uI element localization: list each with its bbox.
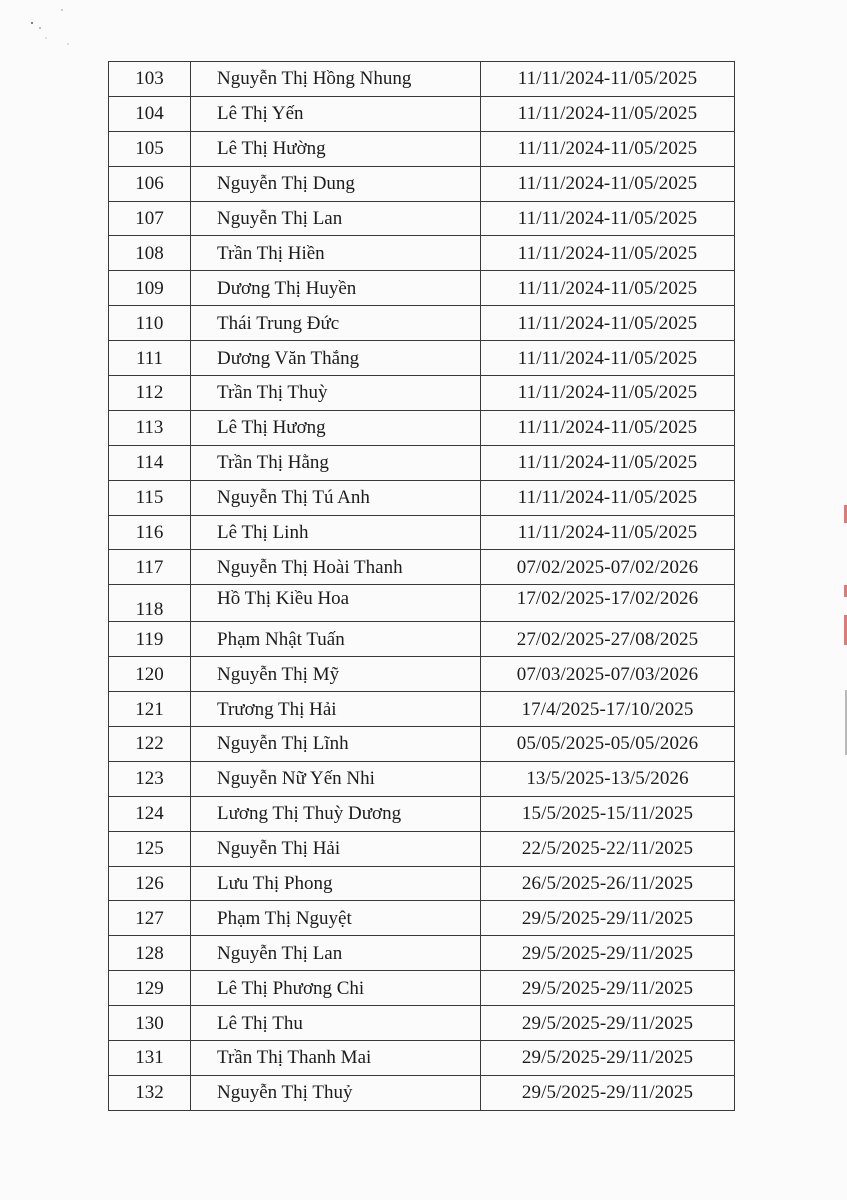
- row-period: 11/11/2024-11/05/2025: [481, 271, 735, 306]
- row-name: Trần Thị Thuỳ: [191, 376, 481, 411]
- table-row: [109, 585, 735, 622]
- row-number: 105: [109, 131, 191, 166]
- table-row: [109, 271, 735, 306]
- row-number: 129: [109, 971, 191, 1006]
- row-number: 120: [109, 657, 191, 692]
- row-period: 11/11/2024-11/05/2025: [481, 201, 735, 236]
- row-number: 131: [109, 1041, 191, 1076]
- row-name: Trần Thị Hằng: [191, 445, 481, 480]
- personnel-table: [108, 61, 734, 1111]
- row-period: 07/02/2025-07/02/2026: [481, 550, 735, 585]
- table-row: [109, 96, 735, 131]
- row-name: Nguyễn Thị Hải: [191, 831, 481, 866]
- row-period: 29/5/2025-29/11/2025: [481, 971, 735, 1006]
- row-number: 112: [109, 376, 191, 411]
- row-name: Phạm Thị Nguyệt: [191, 901, 481, 936]
- row-period: 07/03/2025-07/03/2026: [481, 657, 735, 692]
- table-row: [109, 236, 735, 271]
- table-row: [109, 622, 735, 657]
- table-row: [109, 657, 735, 692]
- row-number: 122: [109, 727, 191, 762]
- table-row: [109, 376, 735, 411]
- row-number: 126: [109, 866, 191, 901]
- row-number: 118: [109, 585, 191, 622]
- table-row: [109, 515, 735, 550]
- row-number: 109: [109, 271, 191, 306]
- row-period: 29/5/2025-29/11/2025: [481, 936, 735, 971]
- row-number: 125: [109, 831, 191, 866]
- scan-specks: [28, 6, 78, 56]
- row-name: Nguyễn Thị Tú Anh: [191, 480, 481, 515]
- row-period: 11/11/2024-11/05/2025: [481, 306, 735, 341]
- row-period: 17/4/2025-17/10/2025: [481, 692, 735, 727]
- row-period: 11/11/2024-11/05/2025: [481, 236, 735, 271]
- table-body: [109, 62, 735, 1111]
- table-row: [109, 971, 735, 1006]
- row-number: 103: [109, 62, 191, 97]
- row-number: 130: [109, 1006, 191, 1041]
- row-name: Nguyễn Thị Lan: [191, 936, 481, 971]
- table-row: [109, 550, 735, 585]
- table-row: [109, 306, 735, 341]
- row-period: 29/5/2025-29/11/2025: [481, 1006, 735, 1041]
- row-period: 11/11/2024-11/05/2025: [481, 96, 735, 131]
- table-row: [109, 480, 735, 515]
- row-name: Lê Thị Thu: [191, 1006, 481, 1041]
- row-number: 107: [109, 201, 191, 236]
- row-period: 11/11/2024-11/05/2025: [481, 376, 735, 411]
- row-period: 11/11/2024-11/05/2025: [481, 410, 735, 445]
- row-name: Nguyễn Thị Thuỷ: [191, 1075, 481, 1110]
- row-name: Lưu Thị Phong: [191, 866, 481, 901]
- table-row: [109, 445, 735, 480]
- row-period: 27/02/2025-27/08/2025: [481, 622, 735, 657]
- row-period: 26/5/2025-26/11/2025: [481, 866, 735, 901]
- row-number: 110: [109, 306, 191, 341]
- table-row: [109, 1041, 735, 1076]
- row-period: 11/11/2024-11/05/2025: [481, 515, 735, 550]
- row-number: 113: [109, 410, 191, 445]
- row-number: 114: [109, 445, 191, 480]
- table-row: [109, 761, 735, 796]
- row-number: 116: [109, 515, 191, 550]
- table-row: [109, 831, 735, 866]
- row-name: Nguyễn Thị Lĩnh: [191, 727, 481, 762]
- table-row: [109, 131, 735, 166]
- row-name: Nguyễn Thị Hồng Nhung: [191, 62, 481, 97]
- row-number: 117: [109, 550, 191, 585]
- table-row: [109, 201, 735, 236]
- table-row: [109, 692, 735, 727]
- row-number: 124: [109, 796, 191, 831]
- table-row: [109, 1006, 735, 1041]
- row-name: Trương Thị Hải: [191, 692, 481, 727]
- row-number: 104: [109, 96, 191, 131]
- table-row: [109, 796, 735, 831]
- row-number: 111: [109, 341, 191, 376]
- row-name: Lê Thị Hường: [191, 131, 481, 166]
- row-name: Dương Văn Thắng: [191, 341, 481, 376]
- row-number: 115: [109, 480, 191, 515]
- row-name: Hồ Thị Kiều Hoa: [191, 585, 481, 622]
- row-period: 11/11/2024-11/05/2025: [481, 62, 735, 97]
- row-number: 132: [109, 1075, 191, 1110]
- row-period: 11/11/2024-11/05/2025: [481, 480, 735, 515]
- row-number: 106: [109, 166, 191, 201]
- table-row: [109, 901, 735, 936]
- row-number: 128: [109, 936, 191, 971]
- row-name: Nguyễn Thị Hoài Thanh: [191, 550, 481, 585]
- row-name: Phạm Nhật Tuấn: [191, 622, 481, 657]
- row-name: Trần Thị Hiền: [191, 236, 481, 271]
- row-period: 11/11/2024-11/05/2025: [481, 166, 735, 201]
- table-row: [109, 727, 735, 762]
- row-period: 15/5/2025-15/11/2025: [481, 796, 735, 831]
- row-number: 123: [109, 761, 191, 796]
- row-period: 11/11/2024-11/05/2025: [481, 445, 735, 480]
- row-name: Nguyễn Thị Dung: [191, 166, 481, 201]
- row-name: Lê Thị Linh: [191, 515, 481, 550]
- row-period: 29/5/2025-29/11/2025: [481, 901, 735, 936]
- row-name: Nguyễn Thị Mỹ: [191, 657, 481, 692]
- row-name: Thái Trung Đức: [191, 306, 481, 341]
- table-row: [109, 936, 735, 971]
- row-period: 29/5/2025-29/11/2025: [481, 1041, 735, 1076]
- table-row: [109, 62, 735, 97]
- row-number: 127: [109, 901, 191, 936]
- table-row: [109, 410, 735, 445]
- row-name: Trần Thị Thanh Mai: [191, 1041, 481, 1076]
- row-number: 119: [109, 622, 191, 657]
- table-row: [109, 341, 735, 376]
- table-row: [109, 166, 735, 201]
- row-name: Nguyễn Thị Lan: [191, 201, 481, 236]
- row-name: Nguyễn Nữ Yến Nhi: [191, 761, 481, 796]
- table-row: [109, 866, 735, 901]
- row-name: Lê Thị Hương: [191, 410, 481, 445]
- row-period: 11/11/2024-11/05/2025: [481, 131, 735, 166]
- row-name: Lê Thị Yến: [191, 96, 481, 131]
- row-period: 05/05/2025-05/05/2026: [481, 727, 735, 762]
- row-period: 17/02/2025-17/02/2026: [481, 585, 735, 622]
- row-name: Lương Thị Thuỳ Dương: [191, 796, 481, 831]
- row-period: 11/11/2024-11/05/2025: [481, 341, 735, 376]
- row-number: 121: [109, 692, 191, 727]
- row-number: 108: [109, 236, 191, 271]
- row-period: 13/5/2025-13/5/2026: [481, 761, 735, 796]
- row-name: Lê Thị Phương Chi: [191, 971, 481, 1006]
- row-period: 22/5/2025-22/11/2025: [481, 831, 735, 866]
- table-row: [109, 1075, 735, 1110]
- row-period: 29/5/2025-29/11/2025: [481, 1075, 735, 1110]
- row-name: Dương Thị Huyền: [191, 271, 481, 306]
